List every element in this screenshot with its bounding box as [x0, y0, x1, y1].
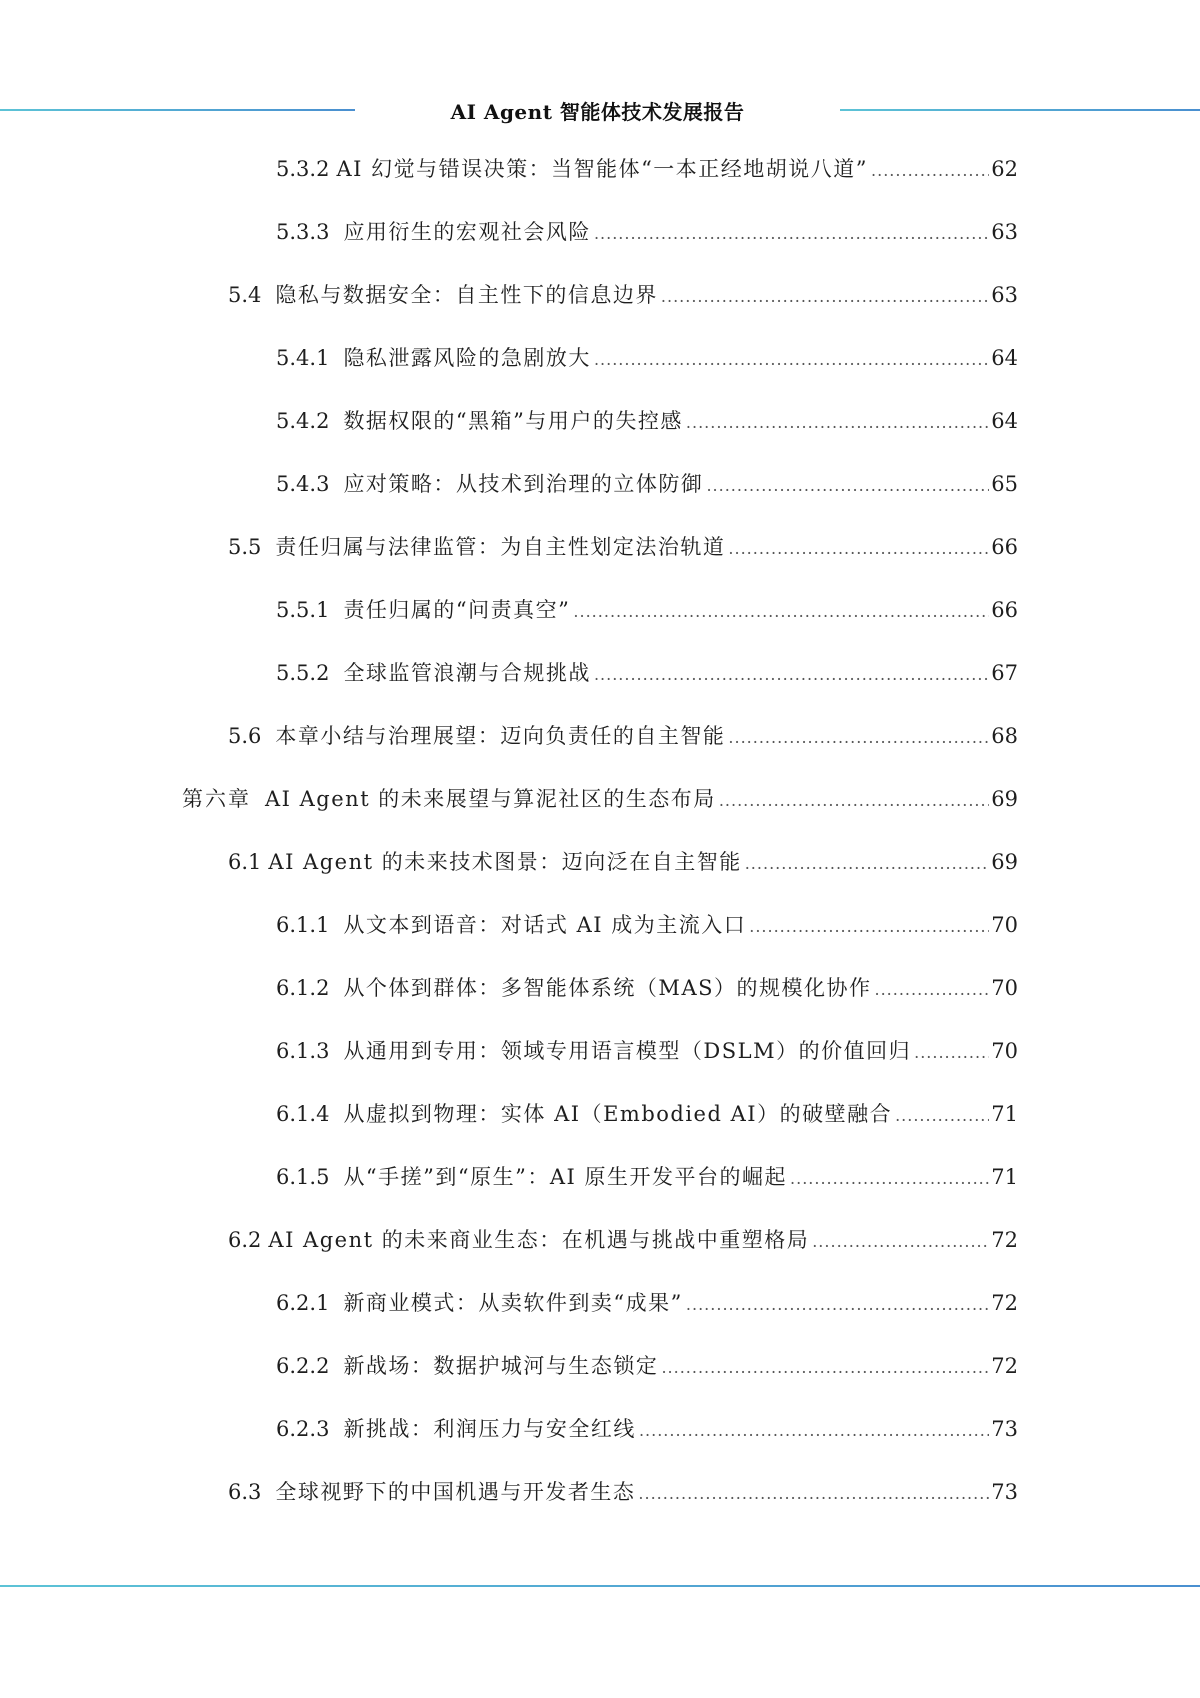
toc-leader-dots — [661, 280, 989, 314]
toc-leader-dots — [914, 1036, 989, 1070]
toc-leader-dots — [686, 406, 989, 440]
toc-section-number: 5.4.3 — [276, 472, 330, 496]
toc-entry[interactable] — [228, 530, 1018, 564]
toc-leader-dots — [594, 217, 989, 251]
toc-section-title: AI Agent 的未来技术图景：迈向泛在自主智能 — [268, 850, 742, 874]
toc-page-number: 63 — [991, 220, 1018, 244]
toc-entry[interactable] — [276, 593, 1018, 627]
toc-entry[interactable] — [228, 1223, 1018, 1257]
toc-page-number: 67 — [991, 661, 1018, 685]
toc-entry[interactable] — [276, 1160, 1018, 1194]
toc-page-number: 66 — [991, 535, 1018, 559]
toc-entry[interactable] — [228, 719, 1018, 753]
toc-leader-dots — [749, 910, 989, 944]
toc-leader-dots — [875, 973, 990, 1007]
footer-rule — [0, 1585, 1200, 1587]
toc-chapter-number: 第六章 — [182, 787, 251, 811]
toc-leader-dots — [686, 1288, 989, 1322]
toc-leader-dots — [728, 721, 989, 755]
toc-leader-dots — [639, 1414, 989, 1448]
toc-page-number: 72 — [991, 1291, 1018, 1315]
header-rule-left — [0, 109, 355, 111]
toc-page-number: 65 — [991, 472, 1018, 496]
toc-entry[interactable] — [276, 341, 1018, 375]
toc-section-number: 5.6 — [228, 724, 262, 748]
toc-page-number: 71 — [991, 1165, 1018, 1189]
toc-entry[interactable] — [228, 1475, 1018, 1509]
toc-page-number: 68 — [991, 724, 1018, 748]
toc-page-number: 64 — [991, 409, 1018, 433]
toc-section-number: 5.4 — [228, 283, 262, 307]
toc-entry[interactable] — [276, 404, 1018, 438]
toc-entry[interactable] — [276, 1286, 1018, 1320]
toc-page-number: 73 — [991, 1480, 1018, 1504]
toc-leader-dots — [706, 469, 989, 503]
report-title: AI Agent 智能体技术发展报告 — [450, 100, 745, 124]
header-rule-right — [840, 109, 1200, 111]
toc-page-number: 69 — [991, 787, 1018, 811]
toc-section-title: 数据权限的“黑箱”与用户的失控感 — [343, 409, 683, 433]
toc-section-number: 6.1.2 — [276, 976, 330, 1000]
toc-page-number: 71 — [991, 1102, 1018, 1126]
toc-leader-dots — [573, 595, 989, 629]
toc-section-title: 新商业模式：从卖软件到卖“成果” — [343, 1291, 683, 1315]
toc-section-number: 6.2 — [228, 1228, 262, 1252]
toc-section-number: 5.3.3 — [276, 220, 330, 244]
toc-section-title: 从文本到语音：对话式 AI 成为主流入口 — [343, 913, 747, 937]
toc-entry[interactable] — [276, 1349, 1018, 1383]
toc-section-number: 5.5.1 — [276, 598, 330, 622]
toc-section-number: 5.5 — [228, 535, 262, 559]
toc-entry[interactable] — [228, 278, 1018, 312]
toc-section-title: 从个体到群体：多智能体系统（MAS）的规模化协作 — [343, 976, 872, 1000]
toc-entry[interactable] — [276, 1412, 1018, 1446]
toc-section-title: 新战场：数据护城河与生态锁定 — [343, 1354, 659, 1378]
toc-section-title: 应用衍生的宏观社会风险 — [343, 220, 591, 244]
toc-page-number: 64 — [991, 346, 1018, 370]
toc-section-title: 隐私泄露风险的急剧放大 — [343, 346, 591, 370]
toc-section-title: AI Agent 的未来商业生态：在机遇与挑战中重塑格局 — [268, 1228, 810, 1252]
toc-entry[interactable] — [228, 845, 1018, 879]
toc-leader-dots — [638, 1477, 989, 1511]
toc-leader-dots — [895, 1099, 989, 1133]
toc-section-number: 6.2.2 — [276, 1354, 330, 1378]
toc-entry[interactable] — [276, 908, 1018, 942]
toc-section-number: 6.1.5 — [276, 1165, 330, 1189]
toc-section-number: 5.4.2 — [276, 409, 330, 433]
toc-leader-dots — [594, 343, 989, 377]
toc-leader-dots — [871, 154, 989, 188]
toc-section-number: 6.2.1 — [276, 1291, 330, 1315]
toc-page-number: 72 — [991, 1354, 1018, 1378]
toc-section-number: 6.2.3 — [276, 1417, 330, 1441]
page-header — [0, 90, 1200, 130]
toc-section-number: 6.1.3 — [276, 1039, 330, 1063]
toc-page-number: 62 — [991, 157, 1018, 181]
toc-section-number: 5.5.2 — [276, 661, 330, 685]
toc-section-number: 6.1.1 — [276, 913, 330, 937]
toc-section-title: 隐私与数据安全：自主性下的信息边界 — [275, 283, 658, 307]
toc-section-number: 6.1.4 — [276, 1102, 330, 1126]
toc-section-number: 5.3.2 — [276, 157, 330, 181]
toc-section-title: AI 幻觉与错误决策：当智能体“一本正经地胡说八道” — [336, 157, 869, 181]
toc-leader-dots — [594, 658, 989, 692]
toc-entry[interactable] — [276, 971, 1018, 1005]
toc-entry[interactable] — [276, 467, 1018, 501]
toc-section-title: 新挑战：利润压力与安全红线 — [343, 1417, 636, 1441]
toc-section-title: 应对策略：从技术到治理的立体防御 — [343, 472, 704, 496]
toc-entry[interactable] — [276, 1034, 1018, 1068]
toc-section-title: 从虚拟到物理：实体 AI（Embodied AI）的破壁融合 — [343, 1102, 893, 1126]
toc-page-number: 63 — [991, 283, 1018, 307]
toc-section-title: 全球视野下的中国机遇与开发者生态 — [275, 1480, 636, 1504]
toc-entry[interactable] — [276, 152, 1018, 186]
toc-leader-dots — [745, 847, 990, 881]
toc-page-number: 70 — [991, 976, 1018, 1000]
toc-section-number: 6.3 — [228, 1480, 262, 1504]
toc-page-number: 70 — [991, 913, 1018, 937]
toc-leader-dots — [812, 1225, 989, 1259]
toc-entry[interactable] — [276, 656, 1018, 690]
toc-leader-dots — [661, 1351, 989, 1385]
toc-leader-dots — [719, 784, 989, 818]
toc-section-title: 从通用到专用：领域专用语言模型（DSLM）的价值回归 — [343, 1039, 912, 1063]
toc-section-number: 6.1 — [228, 850, 262, 874]
toc-section-title: 本章小结与治理展望：迈向负责任的自主智能 — [275, 724, 726, 748]
toc-page-number: 69 — [991, 850, 1018, 874]
toc-section-title: 从“手搓”到“原生”：AI 原生开发平台的崛起 — [343, 1165, 788, 1189]
toc-section-number: 5.4.1 — [276, 346, 330, 370]
toc-page-number: 66 — [991, 598, 1018, 622]
toc-entry[interactable] — [276, 1097, 1018, 1131]
toc-leader-dots — [790, 1162, 989, 1196]
toc-page-number: 70 — [991, 1039, 1018, 1063]
toc-section-title: AI Agent 的未来展望与算泥社区的生态布局 — [265, 787, 716, 811]
toc-leader-dots — [728, 532, 989, 566]
toc-page-number: 73 — [991, 1417, 1018, 1441]
toc-section-title: 全球监管浪潮与合规挑战 — [343, 661, 591, 685]
toc-entry[interactable] — [276, 215, 1018, 249]
toc-section-title: 责任归属的“问责真空” — [343, 598, 571, 622]
toc-page-number: 72 — [991, 1228, 1018, 1252]
toc-entry[interactable] — [182, 782, 1018, 816]
toc-section-title: 责任归属与法律监管：为自主性划定法治轨道 — [275, 535, 726, 559]
